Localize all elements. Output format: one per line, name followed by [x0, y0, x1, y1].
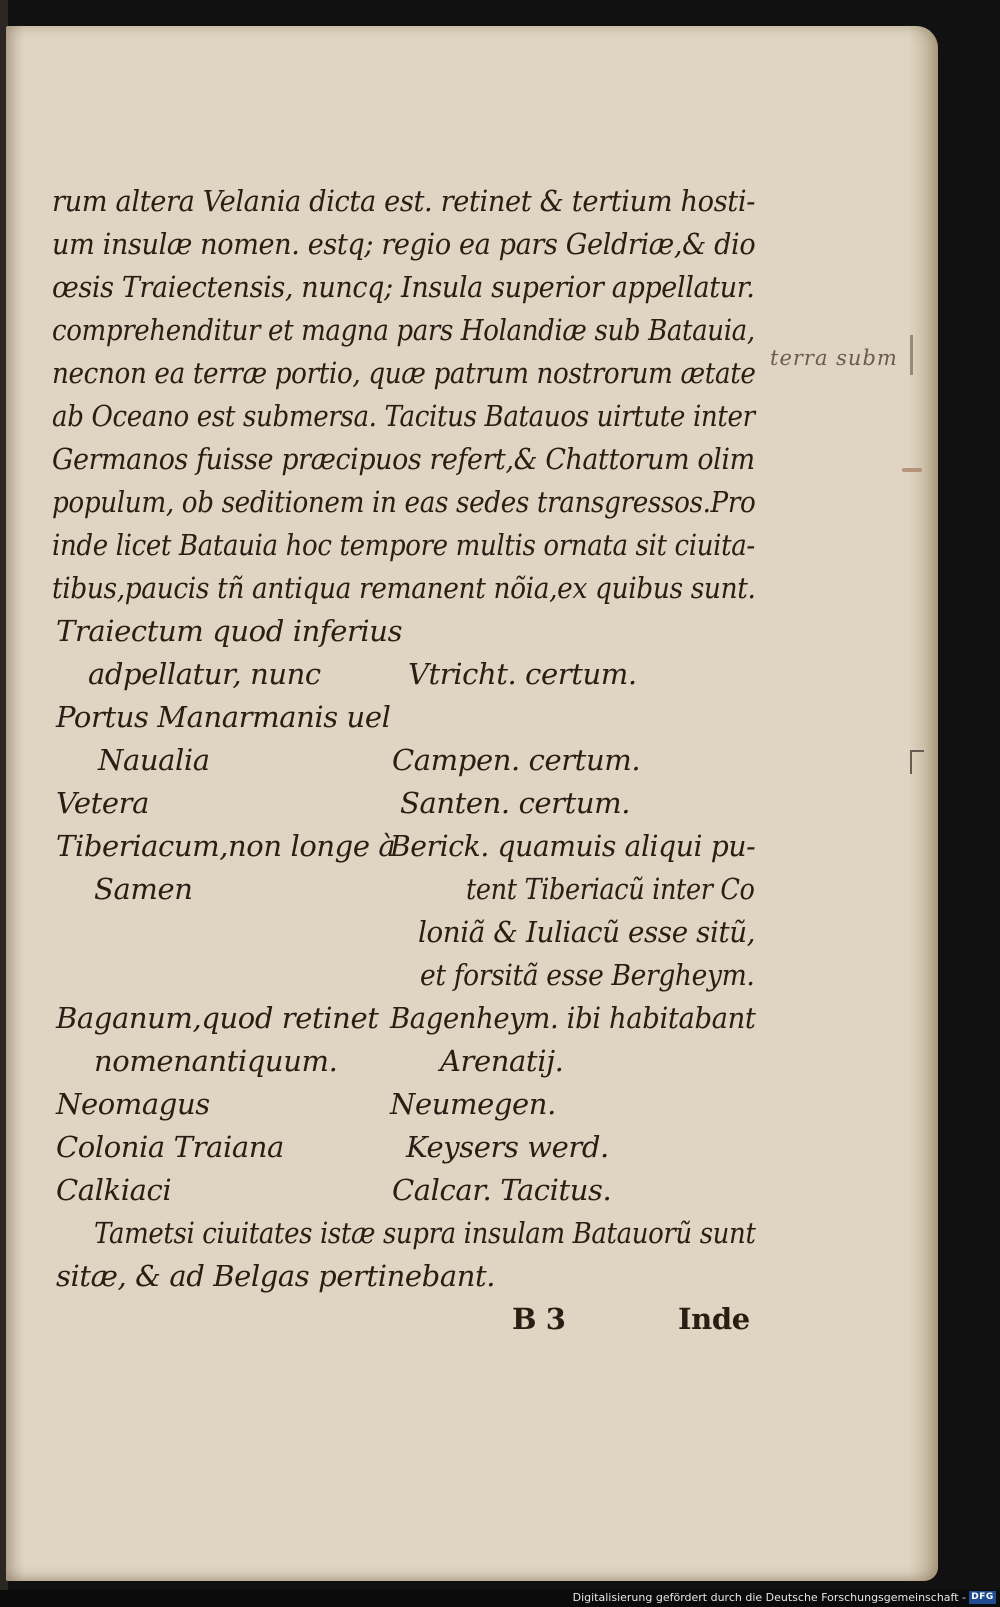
table-right-entry: Keysers werd.: [406, 1130, 609, 1164]
table-left-entry: Calkiaci: [56, 1173, 172, 1207]
marginal-bracket: [910, 750, 924, 774]
body-line-2: um insulæ nomen. estq; regio ea pars Geldriæ,& dio: [52, 227, 756, 261]
body-line-1: rum altera Velania dicta est. retinet & tertium hosti-: [52, 184, 756, 218]
table-left-entry: Neomagus: [56, 1087, 210, 1121]
signature-mark: B 3: [512, 1302, 566, 1336]
table-left-entry: adpellatur, nunc: [88, 657, 321, 691]
table-right-entry: Vtricht. certum.: [408, 657, 637, 691]
table-right-entry: Bagenheym. ibi habitabant: [390, 1001, 756, 1035]
table-right-entry: Berick. quamuis aliqui pu-: [390, 829, 756, 863]
body-line-5: necnon ea terræ portio, quæ patrum nostrorum ætate: [52, 356, 756, 390]
table-right-entry: et forsitã esse Bergheym.: [420, 958, 755, 992]
table-right-entry: Neumegen.: [390, 1087, 556, 1121]
footer-credit: Digitalisierung gefördert durch die Deutsche Forschungsgemeinschaft -: [572, 1591, 966, 1604]
body-line-10: tibus,paucis tñ antiqua remanent nõia,ex quibus sunt.: [52, 571, 756, 605]
table-right-entry: tent Tiberiacũ inter Co: [466, 872, 755, 906]
table-left-entry: Tiberiacum,non longe à: [56, 829, 396, 863]
table-left-entry: Colonia Traiana: [56, 1130, 284, 1164]
dfg-logo[interactable]: DFG: [969, 1591, 996, 1604]
body-line-8: populum, ob seditionem in eas sedes transgressos.Pro: [52, 485, 756, 519]
table-left-entry: Samen: [94, 872, 193, 906]
table-right-entry: Santen. certum.: [400, 786, 631, 820]
table-left-entry: nomenantiquum.: [94, 1044, 338, 1078]
table-left-entry: Vetera: [56, 786, 150, 820]
marginal-note: terra subm: [770, 346, 898, 370]
body-line-7: Germanos fuisse præcipuos refert,& Chattorum olim: [52, 442, 755, 476]
closing-line-1: Tametsi ciuitates istæ supra insulam Batauorũ sunt: [94, 1216, 756, 1250]
body-line-9: inde licet Batauia hoc tempore multis ornata sit ciuita-: [52, 528, 755, 562]
table-left-entry: Traiectum quod inferius: [56, 614, 403, 648]
closing-line-2: sitæ, & ad Belgas pertinebant.: [56, 1259, 496, 1293]
table-right-entry: Arenatij.: [440, 1044, 564, 1078]
table-left-entry: Naualia: [98, 743, 210, 777]
body-line-6: ab Oceano est submersa. Tacitus Batauos uirtute inter: [52, 399, 755, 433]
marginal-stroke: [910, 335, 913, 375]
table-right-entry: Campen. certum.: [392, 743, 641, 777]
body-line-3: œsis Traiectensis, nuncq; Insula superior appellatur.: [52, 270, 755, 304]
table-right-entry: Calcar. Tacitus.: [392, 1173, 612, 1207]
catchword: Inde: [678, 1302, 750, 1336]
table-left-entry: Portus Manarmanis uel: [56, 700, 391, 734]
table-right-entry: loniã & Iuliacũ esse sitũ,: [418, 915, 756, 949]
marginal-ink-dash: [902, 468, 922, 472]
table-left-entry: Baganum,quod retinet: [56, 1001, 379, 1035]
body-line-4: comprehenditur et magna pars Holandiæ sub Batauia,: [52, 313, 755, 347]
